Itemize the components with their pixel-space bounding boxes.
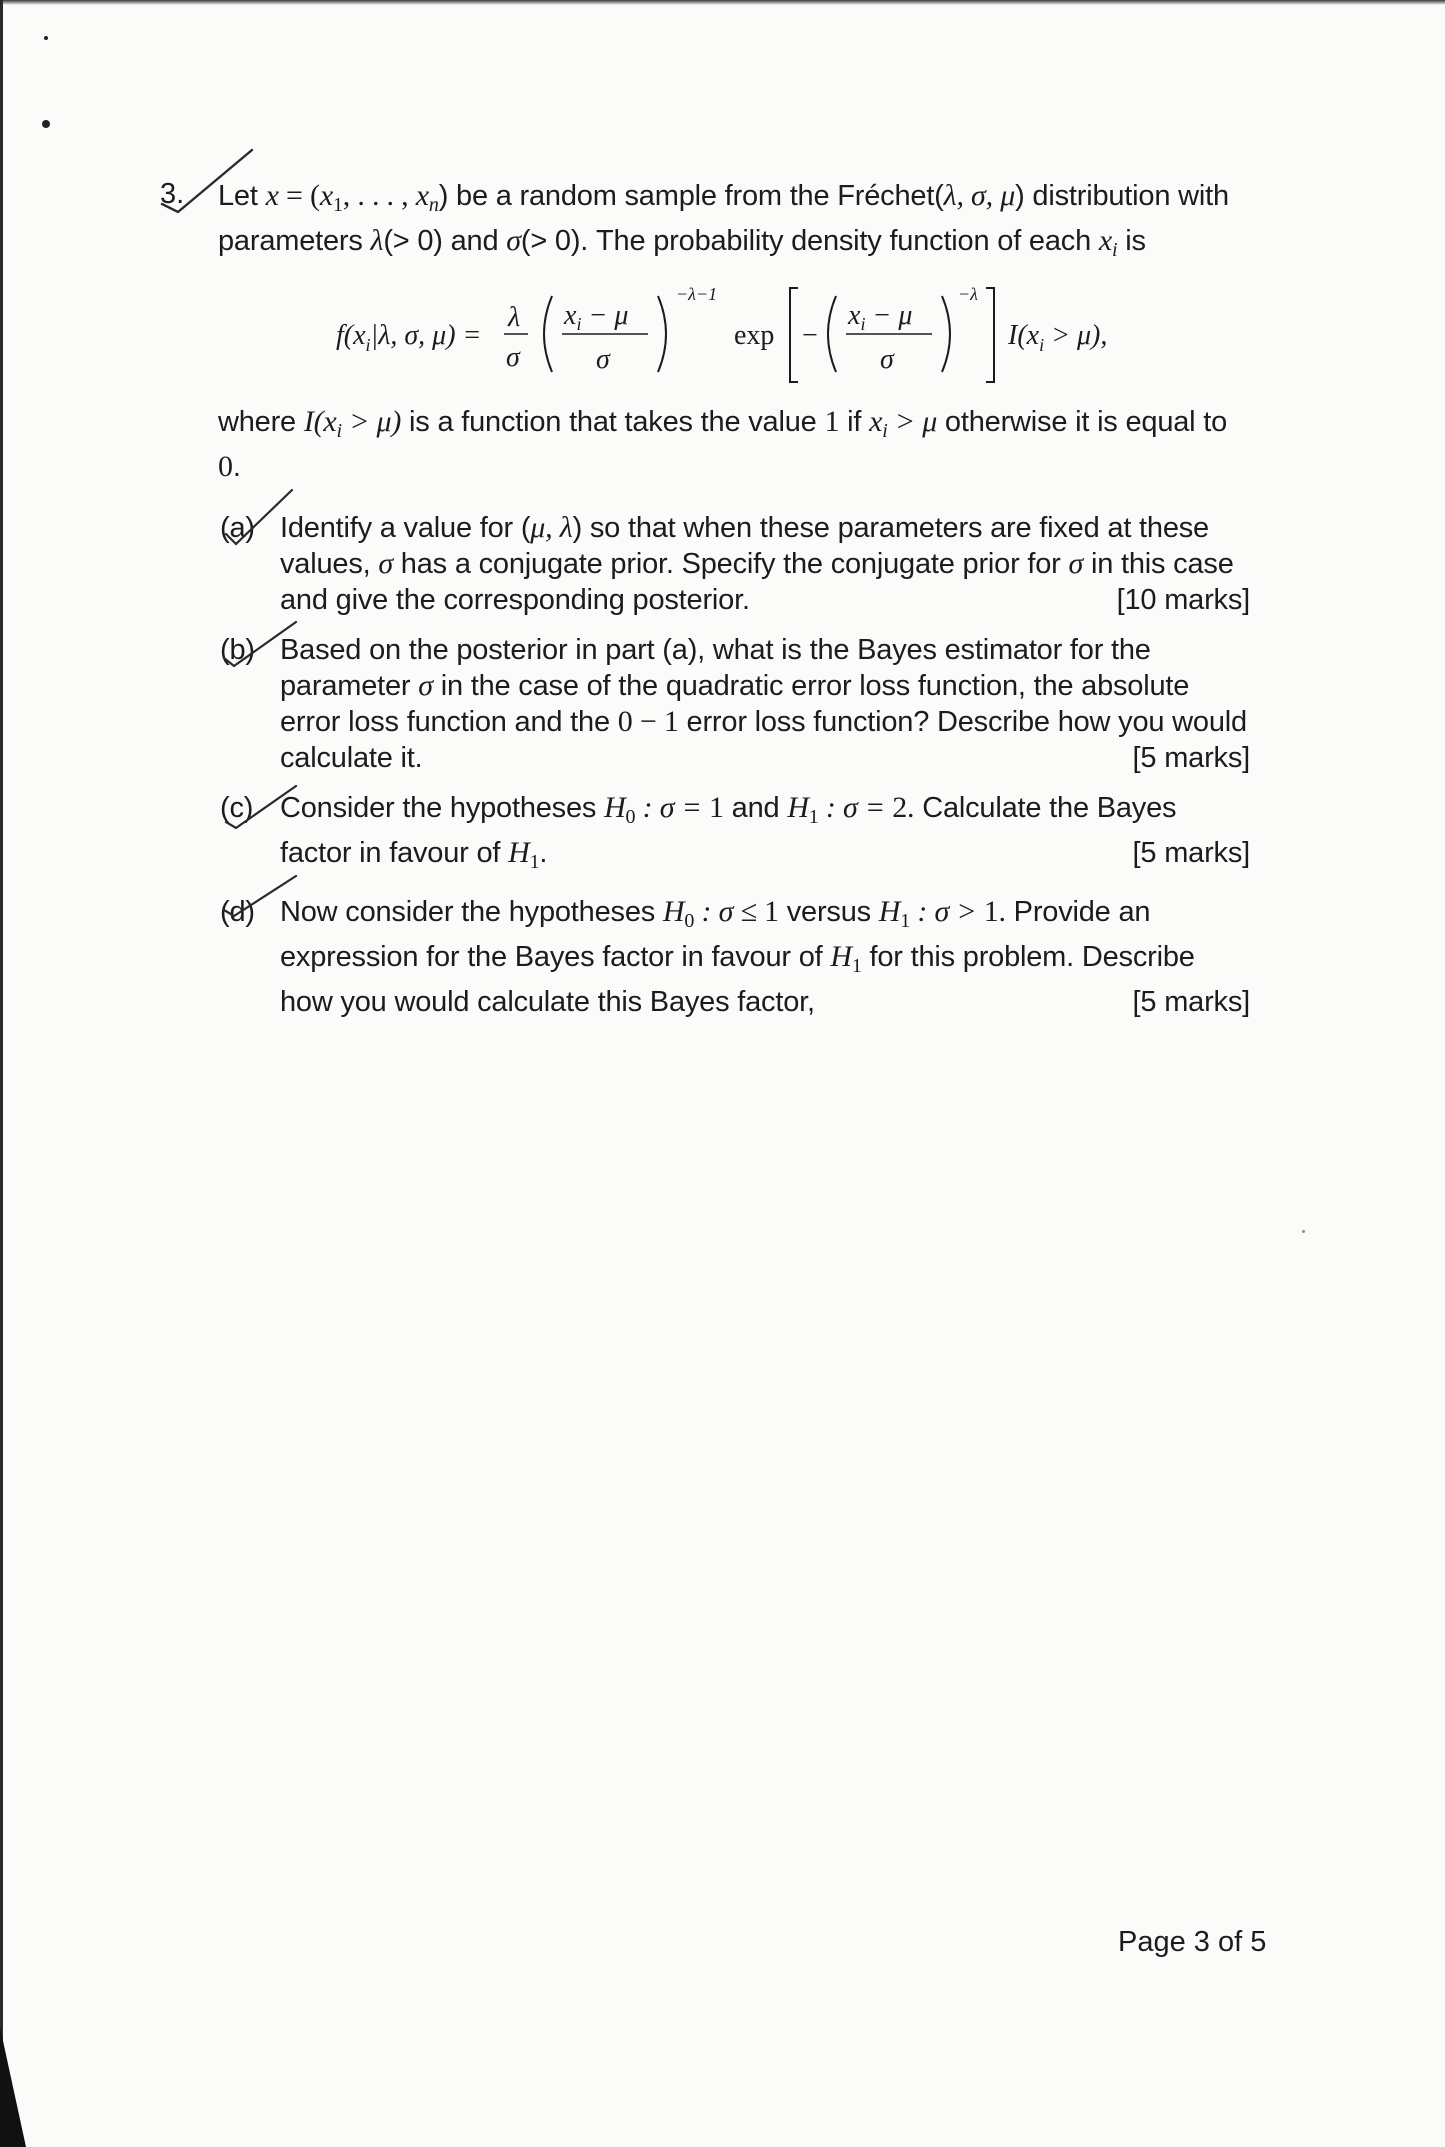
part-text: versus [778, 896, 879, 928]
part-b-label: (b) [220, 634, 255, 666]
math-H: H [787, 791, 809, 824]
inner-numerator: $x_i - \mu$ [564, 300, 629, 334]
math-H: H [508, 836, 530, 869]
scan-speck [42, 120, 50, 128]
minus-sign: − [802, 320, 818, 351]
part-a [220, 510, 1250, 618]
math-mu-lambda: μ, λ [530, 511, 573, 544]
part-d [220, 894, 1250, 1020]
intro-text: (> 0) and [383, 225, 507, 257]
frac-sigma-denominator: σ [506, 342, 520, 373]
left-paren [828, 296, 836, 372]
math-sigma: σ [378, 547, 393, 580]
part-d-label: (d) [220, 896, 255, 928]
formula-lhs: $f(x_i|\lambda$, σ, μ) = [336, 320, 482, 355]
where-text: where [218, 406, 304, 438]
right-bracket [986, 288, 994, 382]
math-indicator: > μ) [341, 405, 402, 438]
question-intro-text [218, 178, 1248, 268]
math-sub: 1 [529, 851, 540, 873]
math-x: x [1098, 224, 1112, 257]
math-dots: , . . . , [342, 179, 416, 212]
math-sub: 1 [332, 194, 343, 216]
math-x: x [869, 405, 883, 438]
math-one: 1. [983, 895, 1006, 928]
math-sigma: σ [506, 224, 521, 257]
indicator-explanation [218, 404, 1248, 485]
math-sigma: σ [1068, 547, 1084, 580]
math-gt-mu: > μ [887, 405, 938, 438]
math-indicator: I(x [303, 405, 337, 438]
part-text: Provide an expression for the Bayes factor in favour of [280, 896, 1151, 973]
density-formula [336, 282, 1166, 392]
question-intro [160, 178, 1248, 268]
math-H: H [830, 940, 852, 973]
part-b [220, 632, 1250, 776]
exp-function: exp [734, 320, 775, 351]
handwritten-tick-mark [220, 618, 300, 670]
math-x: x [265, 179, 279, 212]
scan-speck [1302, 1230, 1305, 1233]
math-H: H [604, 791, 626, 824]
inner-denominator: σ [596, 344, 610, 375]
question-number: 3. [160, 178, 185, 210]
formula-svg [336, 282, 1166, 392]
part-c [220, 790, 1250, 880]
part-text: Consider the hypotheses [280, 792, 605, 824]
part-text: and [723, 792, 788, 824]
part-c-label: (c) [220, 792, 254, 824]
scan-shadow-left [0, 0, 3, 2147]
math-hypothesis: : σ = [818, 791, 893, 824]
math-sub: 0 [625, 806, 636, 828]
exponent-1: −λ−1 [676, 284, 718, 304]
where-text: . [232, 451, 241, 483]
math-x: x [319, 179, 333, 212]
part-text: error loss function? Describe how you would calculate it. [280, 706, 1247, 774]
math-H: H [878, 895, 901, 928]
math-one: 1 [764, 895, 779, 928]
math-zero: 0 [218, 450, 233, 483]
math-two: 2. [892, 791, 915, 824]
part-text: has a conjugate prior. Specify the conjugate prior for [392, 548, 1069, 580]
inner-numerator: $x_i - \mu$ [848, 300, 913, 334]
part-b-marks: [5 marks] [1132, 742, 1250, 774]
math-sub: 1 [808, 806, 819, 828]
math-hypothesis: : σ ≤ [694, 895, 765, 928]
part-text: in the case of the quadratic error loss function, the absolute error loss function and the [280, 670, 1190, 738]
where-text: if [839, 406, 870, 438]
part-d-marks: [5 marks] [1132, 986, 1250, 1018]
right-paren [942, 296, 950, 372]
part-a-marks: [10 marks] [1116, 584, 1250, 616]
intro-text: (> 0). The probability density function of each [520, 225, 1099, 257]
right-paren [658, 296, 666, 372]
page-number: Page 3 of 5 [1118, 1926, 1267, 1958]
part-text: for this problem. Describe how you would calculate this Bayes factor, [280, 941, 1195, 1018]
math-sigma: σ [418, 669, 433, 702]
math-hypothesis: : σ > [910, 895, 984, 928]
math-sub: i [336, 420, 342, 442]
math-sub: n [428, 194, 439, 216]
math-x: x [415, 179, 429, 212]
left-bracket [790, 288, 798, 382]
part-text: Now consider the hypotheses [280, 896, 663, 928]
handwritten-tick-mark [158, 148, 258, 214]
part-text: Based on the posterior in part (a), what is the Bayes estimator for the parameter [280, 634, 1151, 702]
math-sub: i [1111, 239, 1118, 261]
math-one: 1 [824, 405, 840, 438]
scan-speck [44, 36, 48, 40]
math-lambda: λ [370, 224, 384, 257]
math-eq: = ( [278, 179, 320, 212]
math-hypothesis: : σ = [635, 791, 709, 824]
intro-text: ) be a random sample from the Fréchet( [438, 180, 944, 212]
part-a-label: (a) [220, 512, 255, 544]
indicator-function: $I(x_i > \mu)$, [1008, 320, 1108, 355]
handwritten-tick-mark [222, 488, 296, 548]
part-text: in this case and give the corresponding posterior. [280, 548, 1234, 616]
left-paren [544, 296, 552, 372]
math-H: H [662, 895, 685, 928]
math-one: 1 [709, 791, 724, 824]
question-parts [220, 510, 1250, 1034]
part-text: Calculate the Bayes factor in favour of [280, 792, 1177, 869]
part-text: Identify a value for ( [280, 512, 531, 544]
math-sub: i [882, 420, 888, 442]
inner-denominator: σ [880, 344, 894, 375]
part-c-marks: [5 marks] [1132, 837, 1250, 869]
where-text: is a function that takes the value [401, 406, 825, 438]
exponent-2: −λ [958, 284, 978, 304]
intro-text: Let [218, 180, 266, 212]
where-text: otherwise it is equal to [937, 406, 1228, 438]
part-text: . [539, 837, 548, 869]
scan-shadow-top [0, 0, 1445, 5]
math-sub: 1 [851, 955, 862, 977]
scan-corner-shadow [0, 2027, 26, 2147]
math-zero-one: 0 − 1 [617, 705, 679, 738]
math-params: λ, σ, μ [943, 179, 1016, 212]
math-sub: 0 [684, 910, 695, 932]
part-text: ) so that when these parameters are fixed at these values, [280, 512, 1209, 580]
handwritten-tick-mark [222, 782, 300, 832]
handwritten-tick-mark [220, 872, 300, 920]
frac-lambda-numerator: λ [508, 302, 521, 333]
math-sub: 1 [900, 910, 911, 932]
intro-text: is [1117, 225, 1146, 257]
intro-text: ) distribution with parameters [218, 180, 1229, 257]
